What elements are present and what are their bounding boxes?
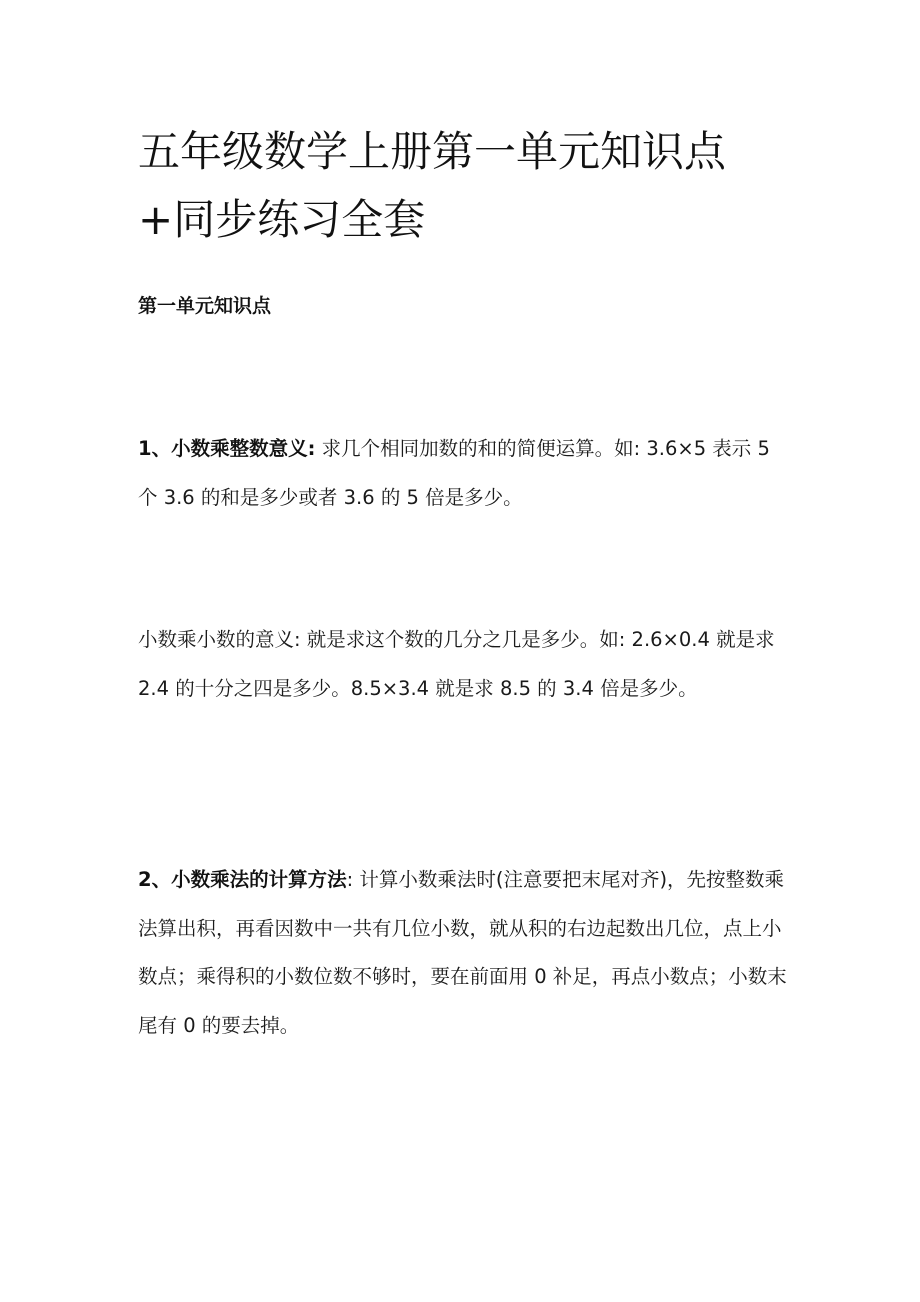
paragraph-text: 小数乘小数的意义: 就是求这个数的几分之几是多少。如: 2.6×0.4 就是求 2.4 的十分之四是多少。8.5×3.4 就是求 8.5 的 3.4 倍是多少。 bbox=[138, 628, 775, 700]
document-title: 五年级数学上册第一单元知识点+同步练习全套 bbox=[138, 127, 727, 244]
paragraph-decimal-times-decimal bbox=[138, 616, 788, 713]
paragraph-text: : 计算小数乘法时(注意要把末尾对齐)，先按整数乘法算出积，再看因数中一共有几位小数，就从积的右边起数出几位，点上小数点；乘得积的小数位数不够时，要在前面用 0 补足，再点小数点；小数末尾有 0 的要去掉。 bbox=[138, 868, 787, 1037]
paragraph-text: 求几个相同加数的和的简便运算。如: 3.6×5 表示 5 个 3.6 的和是多少或者 3.6 的 5 倍是多少。 bbox=[138, 437, 770, 509]
paragraph-label: 1、小数乘整数意义: bbox=[138, 437, 316, 460]
section-heading: 第一单元知识点 bbox=[138, 295, 272, 317]
paragraph-decimal-times-integer bbox=[138, 425, 788, 522]
paragraph-multiplication-method bbox=[138, 856, 788, 1050]
paragraph-label: 2、小数乘法的计算方法 bbox=[138, 868, 347, 891]
